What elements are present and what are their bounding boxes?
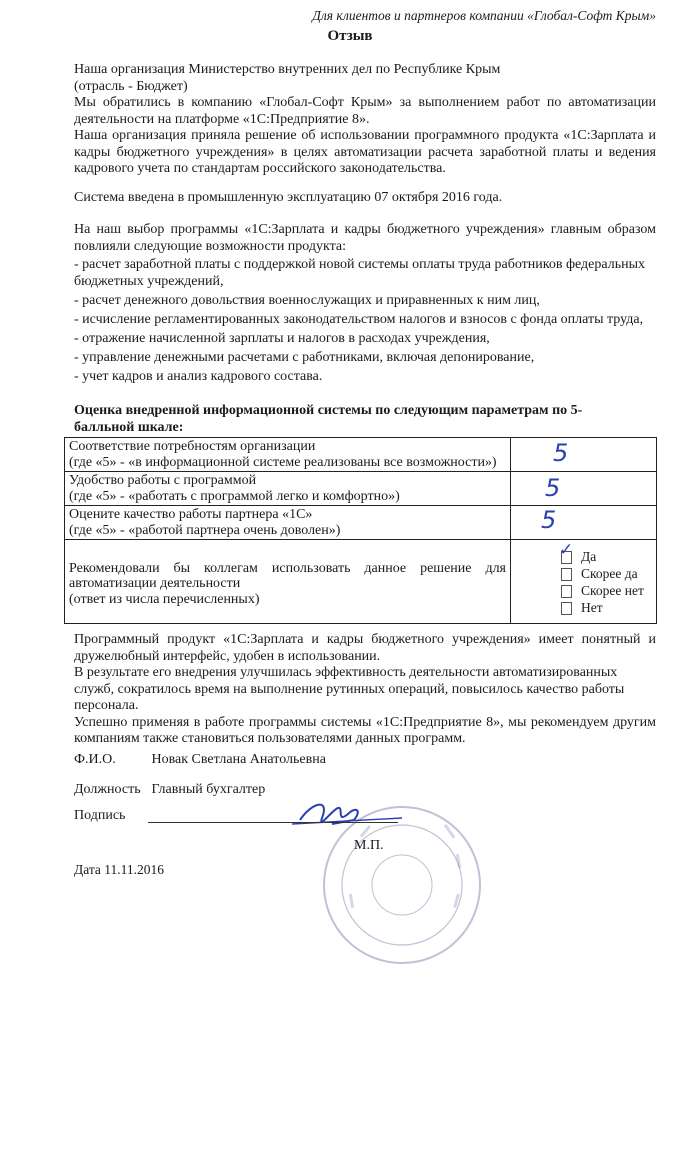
option-no[interactable]: Нет <box>561 599 652 616</box>
stamp-label: М.П. <box>354 838 384 853</box>
table-row <box>65 506 657 540</box>
handwritten-score: 5 <box>545 474 561 502</box>
score-cell <box>511 472 657 506</box>
position-row <box>74 782 265 798</box>
checkbox[interactable] <box>561 568 572 581</box>
option-yes[interactable]: ✓ Да <box>559 539 597 564</box>
recommend-note: (ответ из числа перечисленных) <box>69 591 260 607</box>
table-row <box>65 540 657 624</box>
fio-value: Новак Светлана Анатольевна <box>151 752 326 767</box>
score-cell <box>511 438 657 472</box>
conclusion-block <box>74 632 656 748</box>
intro-block <box>74 62 656 178</box>
checkbox[interactable] <box>561 602 572 615</box>
conclusion-paragraph-3: Успешно применяя в работе программы системы «1С:Предприятие 8», мы рекомендуем другим компаниям также становиться пользователями данных программ. <box>74 714 656 746</box>
criterion-cell <box>65 540 511 624</box>
features-lead: На наш выбор программы «1С:Зарплата и кадры бюджетного учреждения» главным образом повлияли следующие возможности продукта: <box>74 222 656 254</box>
criterion-cell <box>65 472 511 506</box>
sign-label: Подпись <box>74 808 126 823</box>
features-block <box>74 222 656 388</box>
option-rather-no[interactable]: Скорее нет <box>561 582 652 599</box>
features-list <box>74 257 656 385</box>
criterion-note: (где «5» - «в информационной системе реализованы все возможности») <box>69 454 497 470</box>
document-date: Дата 11.11.2016 <box>74 862 165 877</box>
criterion-note: (где «5» - «работой партнера очень доволен») <box>69 522 341 538</box>
options-cell <box>511 540 657 624</box>
feature-item: - расчет денежного довольствия военнослужащих и приравненных к ним лиц, <box>74 292 540 308</box>
checkbox[interactable] <box>561 585 572 598</box>
table-row <box>65 438 657 472</box>
position-label: Должность <box>74 782 141 797</box>
criterion-title: Оцените качество работы партнера «1С» <box>69 507 313 522</box>
feature-item: - отражение начисленной зарплаты и налогов в расходах учреждения, <box>74 330 490 346</box>
feature-item: - исчисление регламентированных законодательством налогов и взносов с фонда оплаты труда, <box>74 311 644 327</box>
recommend-question: Рекомендовали бы коллегам использовать данное решение для автоматизации деятельности <box>69 560 506 592</box>
criterion-title: Удобство работы с программой <box>69 473 257 488</box>
document-title: Отзыв <box>327 28 373 44</box>
score-cell <box>511 506 657 540</box>
feature-item: - управление денежными расчетами с работниками, включая депонирование, <box>74 349 535 365</box>
intro-paragraph-1: Мы обратились в компанию «Глобал-Софт Крым» за выполнением работ по автоматизации деятельности на платформе «1С:Предприятие 8». <box>74 95 656 127</box>
handwritten-score: 5 <box>541 506 557 534</box>
criterion-note: (где «5» - «работать с программой легко и комфортно») <box>69 488 400 504</box>
option-rather-yes[interactable]: Скорее да <box>561 565 652 582</box>
criterion-cell <box>65 506 511 540</box>
org-line: Наша организация Министерство внутренних дел по Республике Крым <box>74 62 501 77</box>
criterion-title: Соответствие потребностям организации <box>69 439 316 454</box>
fio-label: Ф.И.О. <box>74 752 116 767</box>
table-row <box>65 472 657 506</box>
conclusion-paragraph-2: В результате его внедрения улучшилась эффективность деятельности автоматизированных служб, сократилось время на выполнение рутинных операций, повысилось качество работы персонала. <box>74 665 625 713</box>
criterion-cell <box>65 438 511 472</box>
intro-paragraph-2: Наша организация приняла решение об использовании программного продукта «1С:Зарплата и кадры бюджетного учреждения» в целях автоматизации расчета заработной платы и ведения кадрового учета по стандартам российского законодательства. <box>74 128 656 176</box>
conclusion-paragraph-1: Программный продукт «1С:Зарплата и кадры бюджетного учреждения» имеет понятный и дружелюбный интерфейс, удобен в использовании. <box>74 632 656 664</box>
fio-row <box>74 752 326 768</box>
sign-row <box>74 808 474 838</box>
industry-line: (отрасль - Бюджет) <box>74 78 188 94</box>
feature-item: - расчет заработной платы с поддержкой новой системы оплаты труда работников федеральных бюджетных учреждений, <box>74 257 645 289</box>
checkmark-icon: ✓ <box>559 539 574 560</box>
evaluation-table <box>64 437 657 624</box>
handwritten-score: 5 <box>553 439 569 467</box>
recommend-options <box>515 539 652 616</box>
launch-line: Система введена в промышленную эксплуатацию 07 октября 2016 года. <box>74 190 503 205</box>
feature-item: - учет кадров и анализ кадрового состава. <box>74 368 323 384</box>
evaluation-heading: Оценка внедренной информационной системы по следующим параметрам по 5-балльной шкале: <box>74 403 583 435</box>
signature-line <box>148 822 398 823</box>
header-note: Для клиентов и партнеров компании «Глобал-Софт Крым» <box>312 8 656 23</box>
position-value: Главный бухгалтер <box>151 782 266 797</box>
